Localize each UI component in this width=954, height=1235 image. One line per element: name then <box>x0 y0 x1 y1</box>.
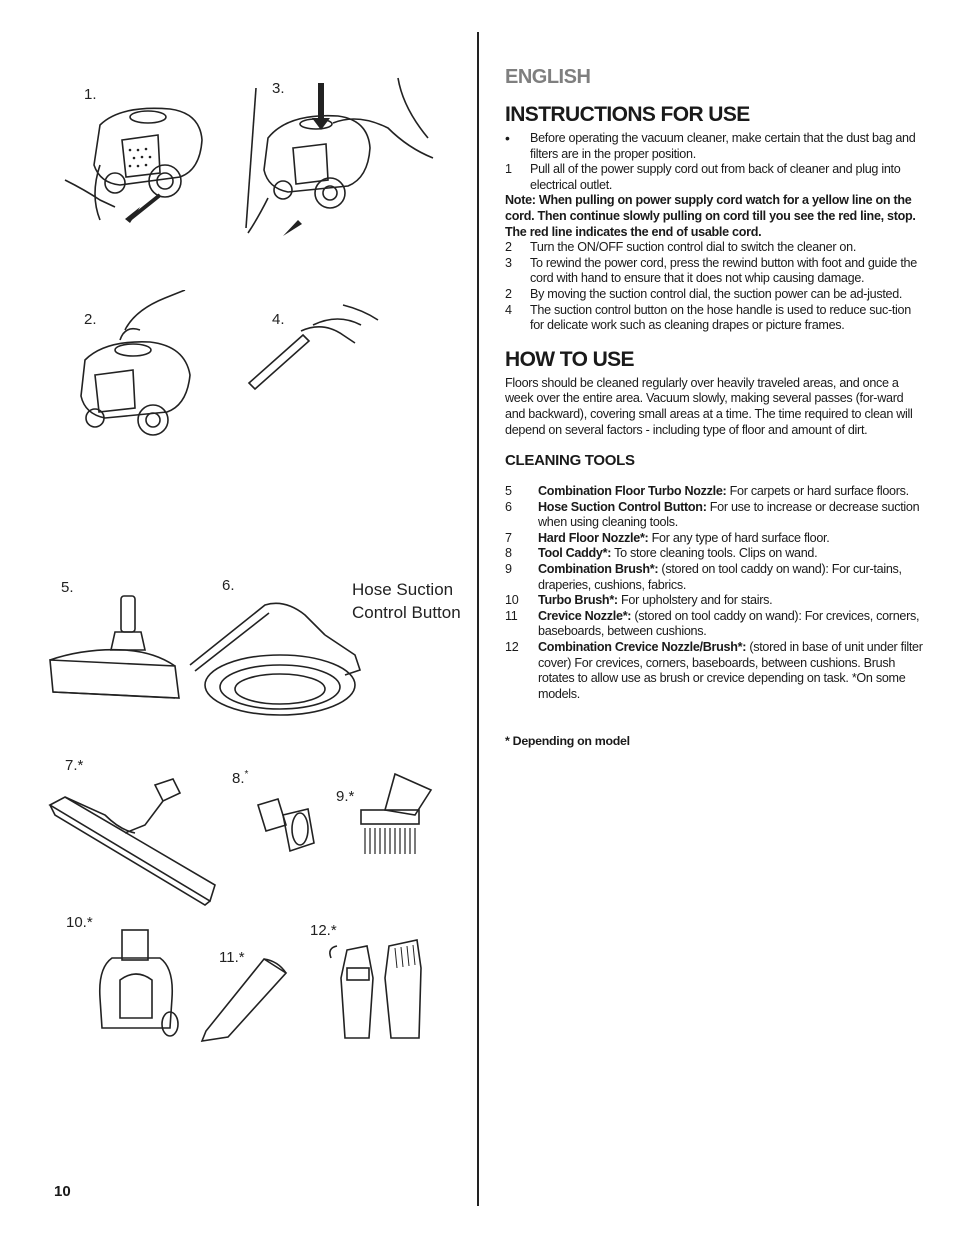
list-item <box>505 303 923 334</box>
tool-description: For carpets or hard surface floors. <box>726 484 909 499</box>
tool-number: 10 <box>505 593 519 608</box>
list-item <box>505 287 923 303</box>
tool-item <box>505 546 923 562</box>
tool-text <box>538 640 923 702</box>
list-item <box>505 162 923 193</box>
cord-note: Note: When pulling on power supply cord watch for a yellow line on the cord. Then continue slowly pulling on cord till you see the red line, stop. The red line indicates the end of usable cord. <box>505 193 916 239</box>
figure-label-9: 9.* <box>336 788 355 805</box>
tool-name: Combination Floor Turbo Nozzle: <box>538 484 727 499</box>
list-item-text: Before operating the vacuum cleaner, make certain that the dust bag and filters are in the proper position. <box>530 131 916 161</box>
list-item-text: To rewind the power cord, press the rewind button with foot and guide the cord with hand to ensure that it does not whip causing damage. <box>530 255 917 286</box>
illustration-combination-brush <box>355 770 435 860</box>
figure-label-2: 2. <box>84 311 97 328</box>
list-item-text: The suction control button on the hose handle is used to reduce suc-tion for delicate work such as cleaning drapes or picture frames. <box>530 302 911 333</box>
illustration-hose-handle <box>243 295 383 395</box>
step-number: 2 <box>505 286 512 301</box>
tool-description: For upholstery and for stairs. <box>617 593 773 608</box>
figure-label-1: 1. <box>84 86 97 103</box>
figure-label-8-asterisk: * <box>244 769 249 780</box>
illustration-crevice-nozzle <box>198 955 290 1043</box>
illustration-floor-turbo-nozzle <box>45 588 185 718</box>
tool-name: Turbo Brush*: <box>538 593 618 608</box>
illustration-crevice-nozzle-brush <box>325 938 425 1040</box>
tool-item <box>505 562 923 593</box>
tool-item <box>505 500 923 531</box>
tool-number: 7 <box>505 530 512 545</box>
tool-item <box>505 531 923 547</box>
tool-name: Combination Crevice Nozzle/Brush*: <box>538 640 747 655</box>
instructions-heading: INSTRUCTIONS FOR USE <box>505 103 750 126</box>
column-divider <box>477 32 479 1206</box>
figure-label-7: 7.* <box>65 757 84 774</box>
callout-line-2: Control Button <box>352 603 461 622</box>
illustration-hose <box>185 595 375 725</box>
list-item <box>505 131 923 162</box>
list-item-text: Pull all of the power supply cord out from back of cleaner and plug into electrical outlet. <box>530 162 901 192</box>
tool-name: Combination Brush*: <box>538 562 659 577</box>
tool-description: (stored in base of unit under filter cover) For crevices, corners, baseboards, between cushions. Brush rotates to allow use as brush or crevice depending on task. *On some models. <box>538 640 923 701</box>
tool-number: 9 <box>505 562 512 577</box>
list-item-text: By moving the suction control dial, the suction power can be ad-justed. <box>530 286 903 301</box>
step-number: 3 <box>505 255 512 270</box>
illustration-tool-caddy <box>248 795 318 857</box>
tool-number: 5 <box>505 484 512 499</box>
list-item <box>505 240 923 256</box>
tool-text <box>538 531 923 547</box>
figure-label-12: 12.* <box>310 922 337 939</box>
figure-label-10: 10.* <box>66 914 93 931</box>
tool-name: Hard Floor Nozzle*: <box>538 530 649 545</box>
language-heading: ENGLISH <box>505 66 591 88</box>
tool-number: 8 <box>505 546 512 561</box>
how-to-use-heading: HOW TO USE <box>505 347 634 371</box>
tool-text <box>538 609 923 640</box>
figure-label-4: 4. <box>272 311 285 328</box>
illustration-turbo-brush <box>92 928 182 1040</box>
tool-item <box>505 593 923 609</box>
tool-number: 12 <box>505 640 519 655</box>
tool-text <box>538 593 923 609</box>
figure-label-6: 6. <box>222 577 235 594</box>
right-column <box>505 66 923 748</box>
cleaning-tools-heading: CLEANING TOOLS <box>505 452 635 470</box>
list-item <box>505 256 923 287</box>
bullet-mark: • <box>505 130 510 146</box>
list-item-text: Turn the ON/OFF suction control dial to switch the cleaner on. <box>530 240 857 255</box>
figure-label-8-number: 8. <box>232 770 245 787</box>
step-number: 4 <box>505 302 512 317</box>
figure-label-11: 11.* <box>219 949 245 966</box>
step-number: 1 <box>505 162 512 177</box>
tool-text <box>538 546 923 562</box>
tool-name: Hose Suction Control Button: <box>538 499 707 514</box>
tool-description: For any type of hard surface floor. <box>648 530 830 545</box>
tool-item <box>505 640 923 702</box>
tool-number: 6 <box>505 499 512 514</box>
illustration-hard-floor-nozzle <box>45 775 225 915</box>
tool-description: (stored on tool caddy on wand): For crevices, corners, baseboards, between cushions. <box>538 608 920 639</box>
figure-label-5: 5. <box>61 579 74 596</box>
tool-text <box>538 562 923 593</box>
figure-label-3: 3. <box>272 80 285 97</box>
tool-name: Tool Caddy*: <box>538 546 612 561</box>
instructions-body <box>505 131 923 334</box>
tool-description: For use to increase or decrease suction when using cleaning tools. <box>538 499 920 530</box>
tool-description: (stored on tool caddy on wand): For cur-tains, draperies, cushions, fabrics. <box>538 562 902 592</box>
illustration-rewind-cord <box>238 68 438 248</box>
illustration-suction-dial <box>75 290 205 440</box>
callout-line-1: Hose Suction <box>352 580 454 599</box>
model-footnote: * Depending on model <box>505 734 630 749</box>
cleaning-tools-list <box>505 484 923 702</box>
tool-description: To store cleaning tools. Clips on wand. <box>611 546 818 561</box>
tool-number: 11 <box>505 608 518 623</box>
tool-text <box>538 484 923 500</box>
step-number: 2 <box>505 240 512 255</box>
tool-item <box>505 484 923 500</box>
tool-item <box>505 609 923 640</box>
page-number: 10 <box>54 1183 71 1200</box>
tool-text <box>538 500 923 531</box>
figure-label-8 <box>232 770 248 786</box>
illustration-unplug-cord <box>60 95 220 235</box>
tool-name: Crevice Nozzle*: <box>538 608 632 623</box>
how-to-use-paragraph: Floors should be cleaned regularly over heavily traveled areas, and once a week over the entire area. Vacuum slowly, making several passes (for-ward and backward), covering small areas at a time. The time required to clean will depend on several factors - including type of floor and amount of dirt. <box>505 375 913 437</box>
